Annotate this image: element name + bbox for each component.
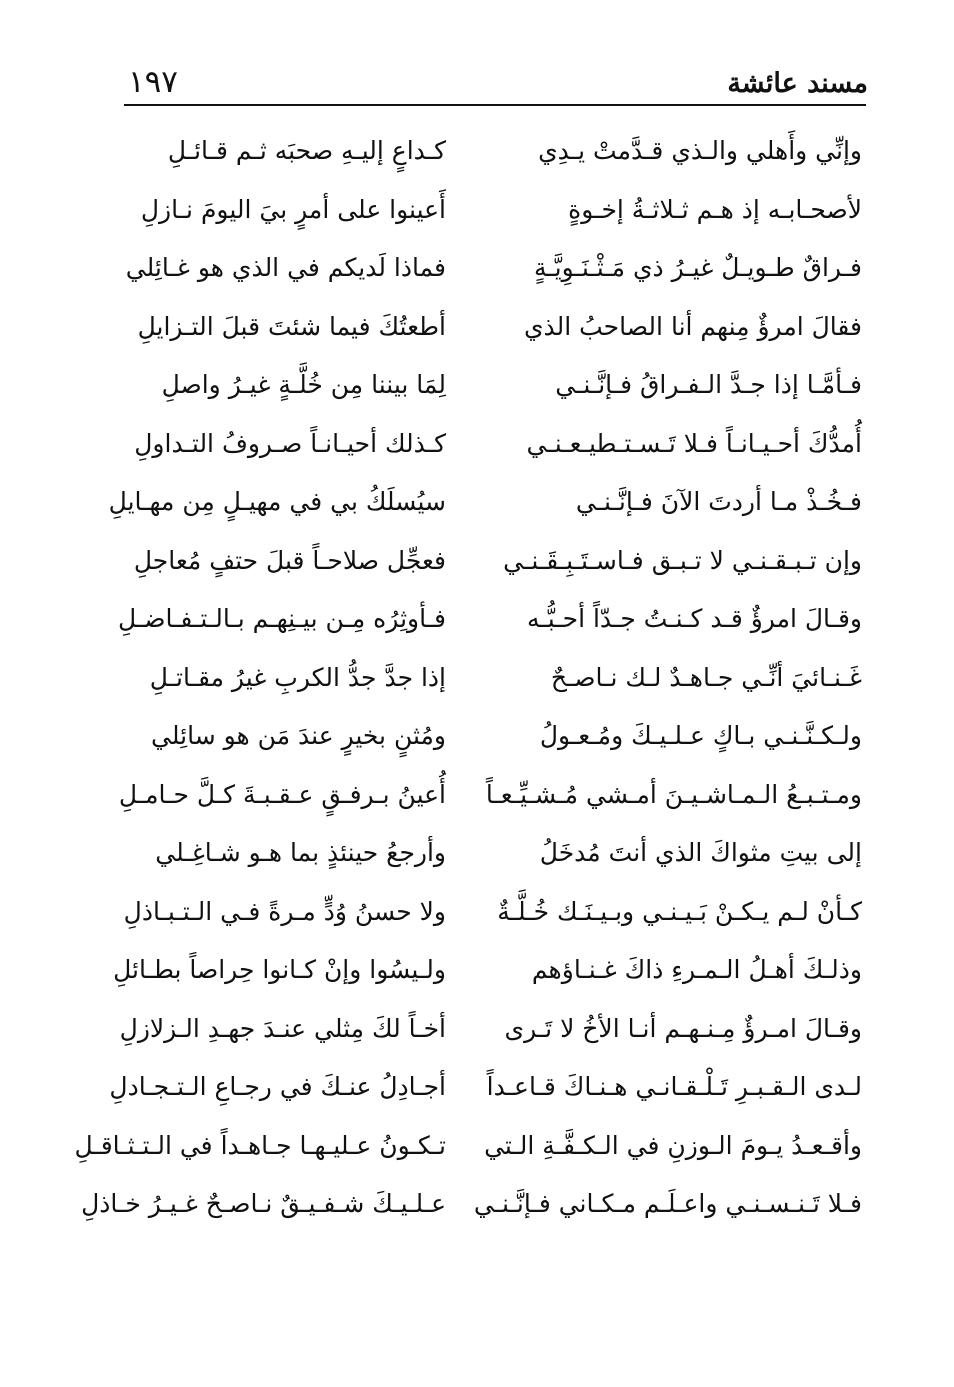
verse-row (0, 239, 954, 298)
verse-row (0, 356, 954, 415)
verse-second-hemistich: ولا حسنُ وُدٍّ مـرةً فـي الـتـبـاذلِ (123, 896, 446, 926)
verse-row (0, 181, 954, 240)
verse-second-hemistich: ولـيسُوا وإنْ كـانوا حِراصاً بطـائلِ (113, 955, 446, 984)
verse-first-hemistich: ولـكـنَّـنـي بـاكٍ عـلـيـكَ ومُـعـولُ (539, 721, 862, 750)
verse-row (0, 941, 954, 1000)
verse-row (0, 590, 954, 649)
verse-first-hemistich: فـراقٌ طـويـلٌ غيـرُ ذي مَـثْـنَـوِيَّـةٍ (533, 253, 862, 282)
verse-second-hemistich: أطعتُكَ فيما شئتَ قبلَ التـزايلِ (137, 311, 446, 341)
verse-second-hemistich: أجـادِلُ عنـكَ في رجـاعِ الـتـجـادلِ (109, 1072, 446, 1101)
verse-first-hemistich: فـأمَّـا إذا جـدَّ الـفـراقُ فـإنَّـنـي (555, 370, 862, 399)
verse-first-hemistich: غَـنـائيَ أنِّـي جـاهـدٌ لـك نـاصـحٌ (550, 662, 862, 692)
verse-second-hemistich: فعجِّل صلاحـاً قبلَ حتفٍ مُعاجلِ (133, 545, 446, 575)
verse-first-hemistich: أُمدُّكَ أحـيـانـاً فـلا تَـسـتـطيـعـنـي (526, 428, 862, 458)
verse-row (0, 473, 954, 532)
verse-first-hemistich: وذلـكَ أهـلُ الـمـرءِ ذاكَ غـنـاؤهم (531, 955, 862, 984)
verse-second-hemistich: فماذا لَديكم في الذي هو غـائِلي (125, 253, 446, 282)
verse-second-hemistich: كـذلك أحيـانـاً صـروفُ التـداولِ (134, 428, 446, 458)
verse-first-hemistich: وإنِّي وأَهلي والـذي قـدَّمتْ يـدِي (538, 136, 862, 165)
verse-row (0, 824, 954, 883)
verse-first-hemistich: فقالَ امرؤٌ مِنهم أنا الصاحبُ الذي (523, 311, 862, 341)
running-title: مسند عائشة (727, 68, 868, 99)
verse-row (0, 1000, 954, 1059)
page-number: ١٩٧ (128, 64, 178, 100)
verse-second-hemistich: أُعينُ بـرفـقٍ عـقـبـةَ كـلَّ حـامـلِ (118, 779, 446, 809)
verse-row (0, 649, 954, 708)
verse-row (0, 707, 954, 766)
verse-second-hemistich: وأرجعُ حينئذٍ بما هـو شـاغِـلي (155, 838, 446, 867)
verse-second-hemistich: لِمَا بيننا مِن خُلَّـةٍ غيـرُ واصلِ (161, 370, 446, 399)
poem-verses (0, 122, 954, 1234)
verse-row (0, 1058, 954, 1117)
verse-first-hemistich: إلى بيتِ مثواكَ الذي أنتَ مُدخَلُ (539, 838, 862, 867)
verse-row (0, 532, 954, 591)
verse-row (0, 122, 954, 181)
verse-second-hemistich: أَعينوا على أمرٍ بيَ اليومَ نـازلِ (140, 194, 446, 224)
verse-second-hemistich: إذا جدَّ جدُّ الكربِ غيرُ مقـاتـلِ (149, 662, 446, 692)
verse-first-hemistich: وإن تـبـقـنـي لا تـبـق فـاسـتَـبِـقَـنـي (503, 545, 862, 575)
verse-row (0, 766, 954, 825)
verse-first-hemistich: وقـالَ امرؤٌ قـد كـنـتُ جـدّاً أحـبُّـه (527, 604, 862, 633)
verse-second-hemistich: سيُسلَكُ بي في مهيـلٍ مِن مهـايلِ (108, 487, 446, 516)
header-rule (124, 104, 866, 106)
verse-first-hemistich: كـأنْ لـم يـكـنْ بَـيـنـي وبـيـنَـك خُـلَّـةٌ (497, 896, 862, 926)
verse-second-hemistich: كـداعٍ إليـهِ صحبَه ثـم قـائـلِ (167, 136, 446, 165)
verse-second-hemistich: تـكـونُ عـليـهـا جـاهـداً في الـتـثـاقـلِ (74, 1130, 446, 1160)
verse-row (0, 883, 954, 942)
verse-first-hemistich: وأقـعـدُ يـومَ الـوزنِ في الـكـفَّـةِ الـتي (484, 1130, 862, 1160)
verse-row (0, 1175, 954, 1234)
verse-row (0, 415, 954, 474)
verse-first-hemistich: وقـالَ امـرؤٌ مِـنـهـم أنـا الأخُ لا تَـرى (504, 1013, 862, 1043)
verse-second-hemistich: عـلـيـكَ شـفـيـقٌ نـاصـحٌ غـيـرُ خـاذلِ (81, 1189, 446, 1218)
verse-first-hemistich: لـدى الـقـبـرِ تَـلْـقـانـي هـنـاكَ قـاعـداً (486, 1072, 862, 1101)
verse-row (0, 298, 954, 357)
verse-first-hemistich: فـلا تَـنـسـنـي واعـلَـم مـكـاني فـإنَّـنـي (473, 1189, 862, 1218)
verse-row (0, 1117, 954, 1176)
verse-second-hemistich: ومُثنٍ بخيرٍ عندَ مَن هو سائِلي (151, 721, 446, 750)
verse-second-hemistich: أخـاً لكَ مِثلي عنـدَ جهـدِ الـزلازلِ (119, 1013, 446, 1043)
verse-second-hemistich: فـأوثِرُه مِـن بيـنِهـم بـالـتـفـاضـلِ (117, 604, 446, 633)
verse-first-hemistich: ومـتـبـعُ الـمـاشـيـنَ أمـشي مُـشـيِّـعـاً (485, 779, 862, 809)
verse-first-hemistich: لأصحـابـه إذ هـم ثـلاثـةُ إخـوةٍ (568, 194, 862, 224)
verse-first-hemistich: فـخُـذْ مـا أردتَ الآنَ فـإنَّـنـي (575, 487, 862, 516)
